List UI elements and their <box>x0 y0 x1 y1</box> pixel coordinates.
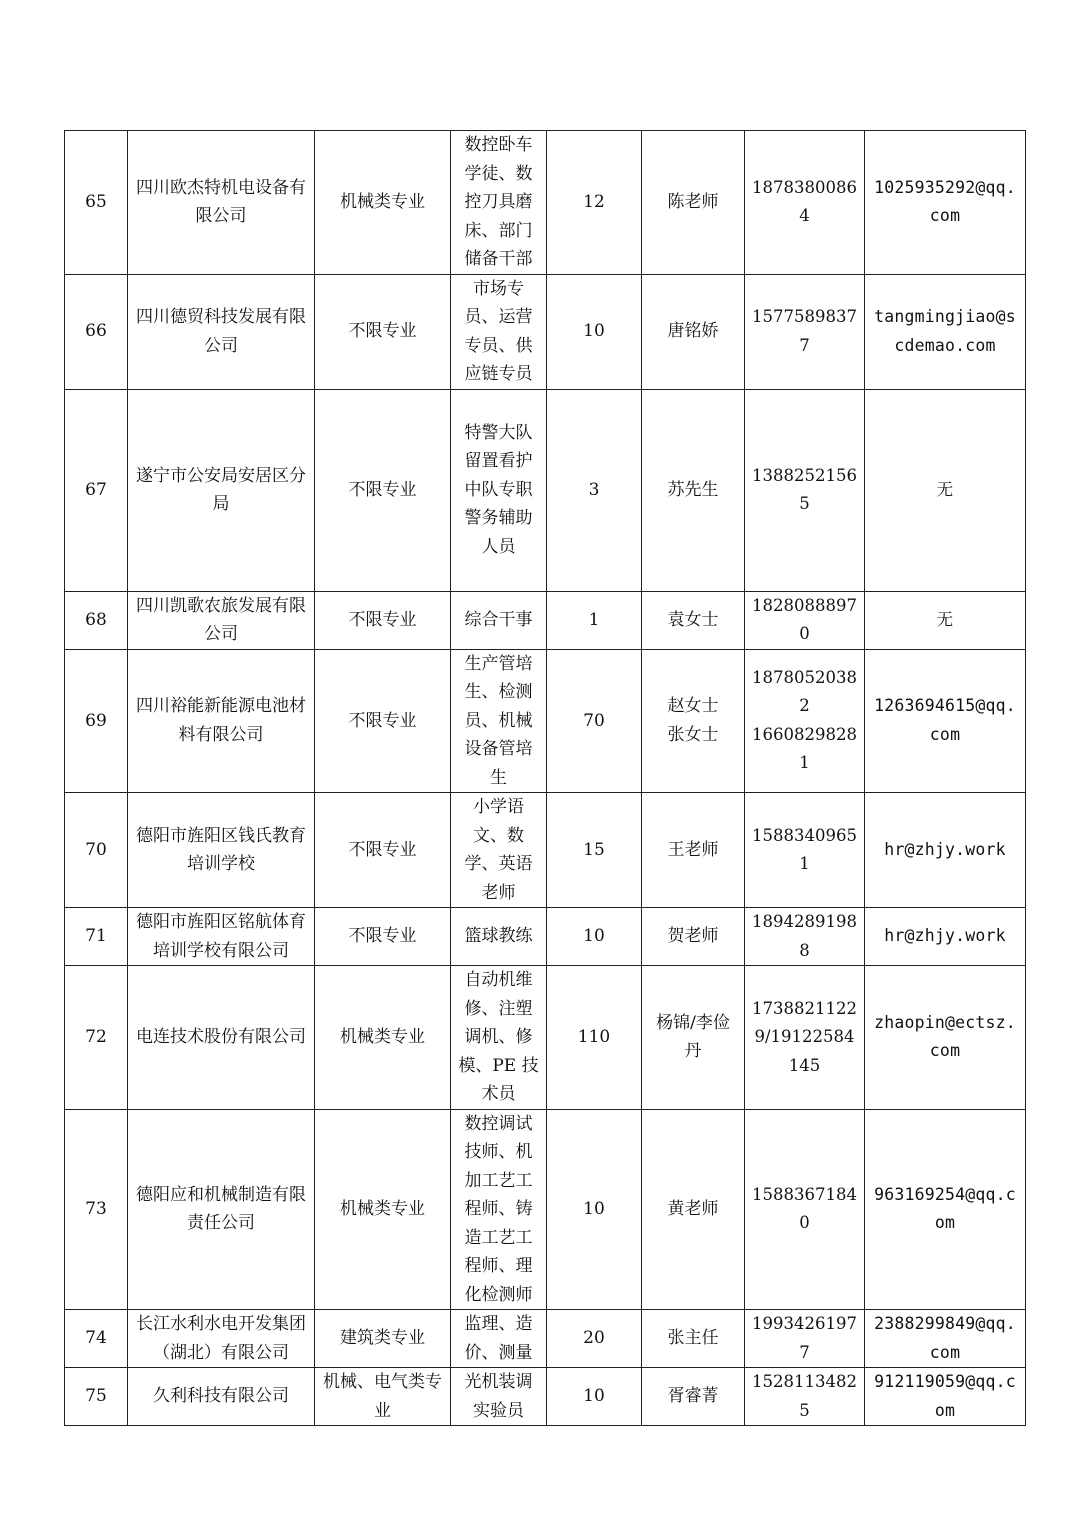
major-cell: 机械类专业 <box>315 1109 451 1310</box>
headcount-cell: 12 <box>547 131 642 275</box>
email-cell: zhaopin@ectsz.com <box>865 966 1026 1110</box>
phone-cell <box>745 649 865 793</box>
email-cell: 无 <box>865 591 1026 649</box>
row-number-cell: 73 <box>65 1109 128 1310</box>
company-name-cell: 四川凯歌农旅发展有限公司 <box>128 591 315 649</box>
contact-cell <box>642 591 745 649</box>
phone-cell <box>745 793 865 908</box>
phone-cell <box>745 131 865 275</box>
contact-cell <box>642 131 745 275</box>
company-name-cell: 久利科技有限公司 <box>128 1368 315 1426</box>
company-name-cell: 四川欧杰特机电设备有限公司 <box>128 131 315 275</box>
position-cell: 光机装调实验员 <box>451 1368 547 1426</box>
major-cell: 机械类专业 <box>315 131 451 275</box>
recruitment-table <box>64 130 1026 1426</box>
phone-line: 18783800864 <box>752 177 857 226</box>
phone-line: 15883671840 <box>752 1184 857 1233</box>
table-row <box>65 1109 1026 1310</box>
email-cell: 1263694615@qq.com <box>865 649 1026 793</box>
row-number-cell: 69 <box>65 649 128 793</box>
table-row <box>65 389 1026 591</box>
company-name-cell: 长江水利水电开发集团（湖北）有限公司 <box>128 1310 315 1368</box>
table-row <box>65 1310 1026 1368</box>
position-cell: 监理、造价、测量 <box>451 1310 547 1368</box>
position-cell: 市场专员、运营专员、供应链专员 <box>451 274 547 389</box>
phone-line: 19934261977 <box>752 1314 857 1362</box>
company-name-cell: 德阳市旌阳区钱氏教育培训学校 <box>128 793 315 908</box>
contact-line: 苏先生 <box>667 479 719 500</box>
row-number-cell: 75 <box>65 1368 128 1426</box>
contact-line: 杨锦/李俭丹 <box>656 1012 730 1062</box>
phone-line: 15281134825 <box>752 1372 857 1420</box>
table-row <box>65 908 1026 966</box>
headcount-cell: 15 <box>547 793 642 908</box>
major-cell: 不限专业 <box>315 908 451 966</box>
phone-cell <box>745 389 865 591</box>
table-row <box>65 1368 1026 1426</box>
company-name-cell: 德阳市旌阳区铭航体育培训学校有限公司 <box>128 908 315 966</box>
contact-line: 唐铭娇 <box>667 321 719 342</box>
contact-cell <box>642 1310 745 1368</box>
row-number-cell: 68 <box>65 591 128 649</box>
headcount-cell: 10 <box>547 1109 642 1310</box>
contact-line: 张主任 <box>667 1328 719 1349</box>
major-cell: 不限专业 <box>315 389 451 591</box>
table-row <box>65 966 1026 1110</box>
major-cell: 不限专业 <box>315 274 451 389</box>
contact-line: 黄老师 <box>667 1199 719 1219</box>
headcount-cell: 20 <box>547 1310 642 1368</box>
row-number-cell: 72 <box>65 966 128 1110</box>
phone-cell <box>745 1368 865 1426</box>
email-cell: tangmingjiao@scdemao.com <box>865 274 1026 389</box>
row-number-cell: 66 <box>65 274 128 389</box>
phone-line: 17388211229/19122584145 <box>752 998 857 1075</box>
contact-line: 王老师 <box>667 839 719 860</box>
position-cell: 特警大队留置看护中队专职警务辅助人员 <box>451 389 547 591</box>
position-cell: 篮球教练 <box>451 908 547 966</box>
contact-cell <box>642 908 745 966</box>
company-name-cell: 遂宁市公安局安居区分局 <box>128 389 315 591</box>
contact-line: 胥睿菁 <box>667 1386 719 1407</box>
headcount-cell: 3 <box>547 389 642 591</box>
company-name-cell: 四川裕能新能源电池材料有限公司 <box>128 649 315 793</box>
phone-line: 16608298281 <box>752 724 857 773</box>
major-cell: 不限专业 <box>315 649 451 793</box>
headcount-cell: 10 <box>547 274 642 389</box>
phone-cell <box>745 274 865 389</box>
email-cell: 963169254@qq.com <box>865 1109 1026 1310</box>
position-cell: 数控卧车学徒、数控刀具磨床、部门储备干部 <box>451 131 547 275</box>
headcount-cell: 10 <box>547 1368 642 1426</box>
table-row <box>65 274 1026 389</box>
phone-line: 15883409651 <box>752 825 857 873</box>
phone-line: 18780520382 <box>752 667 857 716</box>
company-name-cell: 电连技术股份有限公司 <box>128 966 315 1110</box>
contact-line: 陈老师 <box>667 192 719 212</box>
email-cell: hr@zhjy.work <box>865 793 1026 908</box>
row-number-cell: 65 <box>65 131 128 275</box>
phone-cell <box>745 908 865 966</box>
phone-line: 15775898377 <box>752 307 857 355</box>
row-number-cell: 74 <box>65 1310 128 1368</box>
phone-cell <box>745 591 865 649</box>
email-cell: 无 <box>865 389 1026 591</box>
headcount-cell: 10 <box>547 908 642 966</box>
row-number-cell: 70 <box>65 793 128 908</box>
major-cell: 不限专业 <box>315 793 451 908</box>
email-cell: 912119059@qq.com <box>865 1368 1026 1426</box>
contact-line: 张女士 <box>667 724 719 745</box>
major-cell: 机械、电气类专业 <box>315 1368 451 1426</box>
table-row <box>65 793 1026 908</box>
major-cell: 建筑类专业 <box>315 1310 451 1368</box>
email-cell: hr@zhjy.work <box>865 908 1026 966</box>
email-cell: 1025935292@qq.com <box>865 131 1026 275</box>
phone-cell <box>745 1310 865 1368</box>
headcount-cell: 1 <box>547 591 642 649</box>
position-cell: 数控调试技师、机加工艺工程师、铸造工艺工程师、理化检测师 <box>451 1109 547 1310</box>
contact-cell <box>642 793 745 908</box>
headcount-cell: 110 <box>547 966 642 1110</box>
contact-cell <box>642 389 745 591</box>
phone-cell <box>745 966 865 1110</box>
position-cell: 小学语文、数学、英语老师 <box>451 793 547 908</box>
major-cell: 机械类专业 <box>315 966 451 1110</box>
phone-line: 18280888970 <box>752 595 857 643</box>
major-cell: 不限专业 <box>315 591 451 649</box>
row-number-cell: 71 <box>65 908 128 966</box>
position-cell: 生产管培生、检测员、机械设备管培生 <box>451 649 547 793</box>
contact-line: 袁女士 <box>667 609 719 630</box>
company-name-cell: 德阳应和机械制造有限责任公司 <box>128 1109 315 1310</box>
phone-line: 18942891988 <box>752 912 857 960</box>
email-cell: 2388299849@qq.com <box>865 1310 1026 1368</box>
phone-line: 13882521565 <box>752 465 857 513</box>
position-cell: 综合干事 <box>451 591 547 649</box>
row-number-cell: 67 <box>65 389 128 591</box>
contact-cell <box>642 649 745 793</box>
contact-line: 贺老师 <box>667 926 719 947</box>
company-name-cell: 四川德贸科技发展有限公司 <box>128 274 315 389</box>
table-row <box>65 649 1026 793</box>
contact-cell <box>642 1109 745 1310</box>
phone-cell <box>745 1109 865 1310</box>
table-row <box>65 591 1026 649</box>
position-cell: 自动机维修、注塑调机、修模、PE 技术员 <box>451 966 547 1110</box>
contact-cell <box>642 966 745 1110</box>
contact-cell <box>642 274 745 389</box>
contact-line: 赵女士 <box>667 696 719 717</box>
headcount-cell: 70 <box>547 649 642 793</box>
table-row <box>65 131 1026 275</box>
contact-cell <box>642 1368 745 1426</box>
